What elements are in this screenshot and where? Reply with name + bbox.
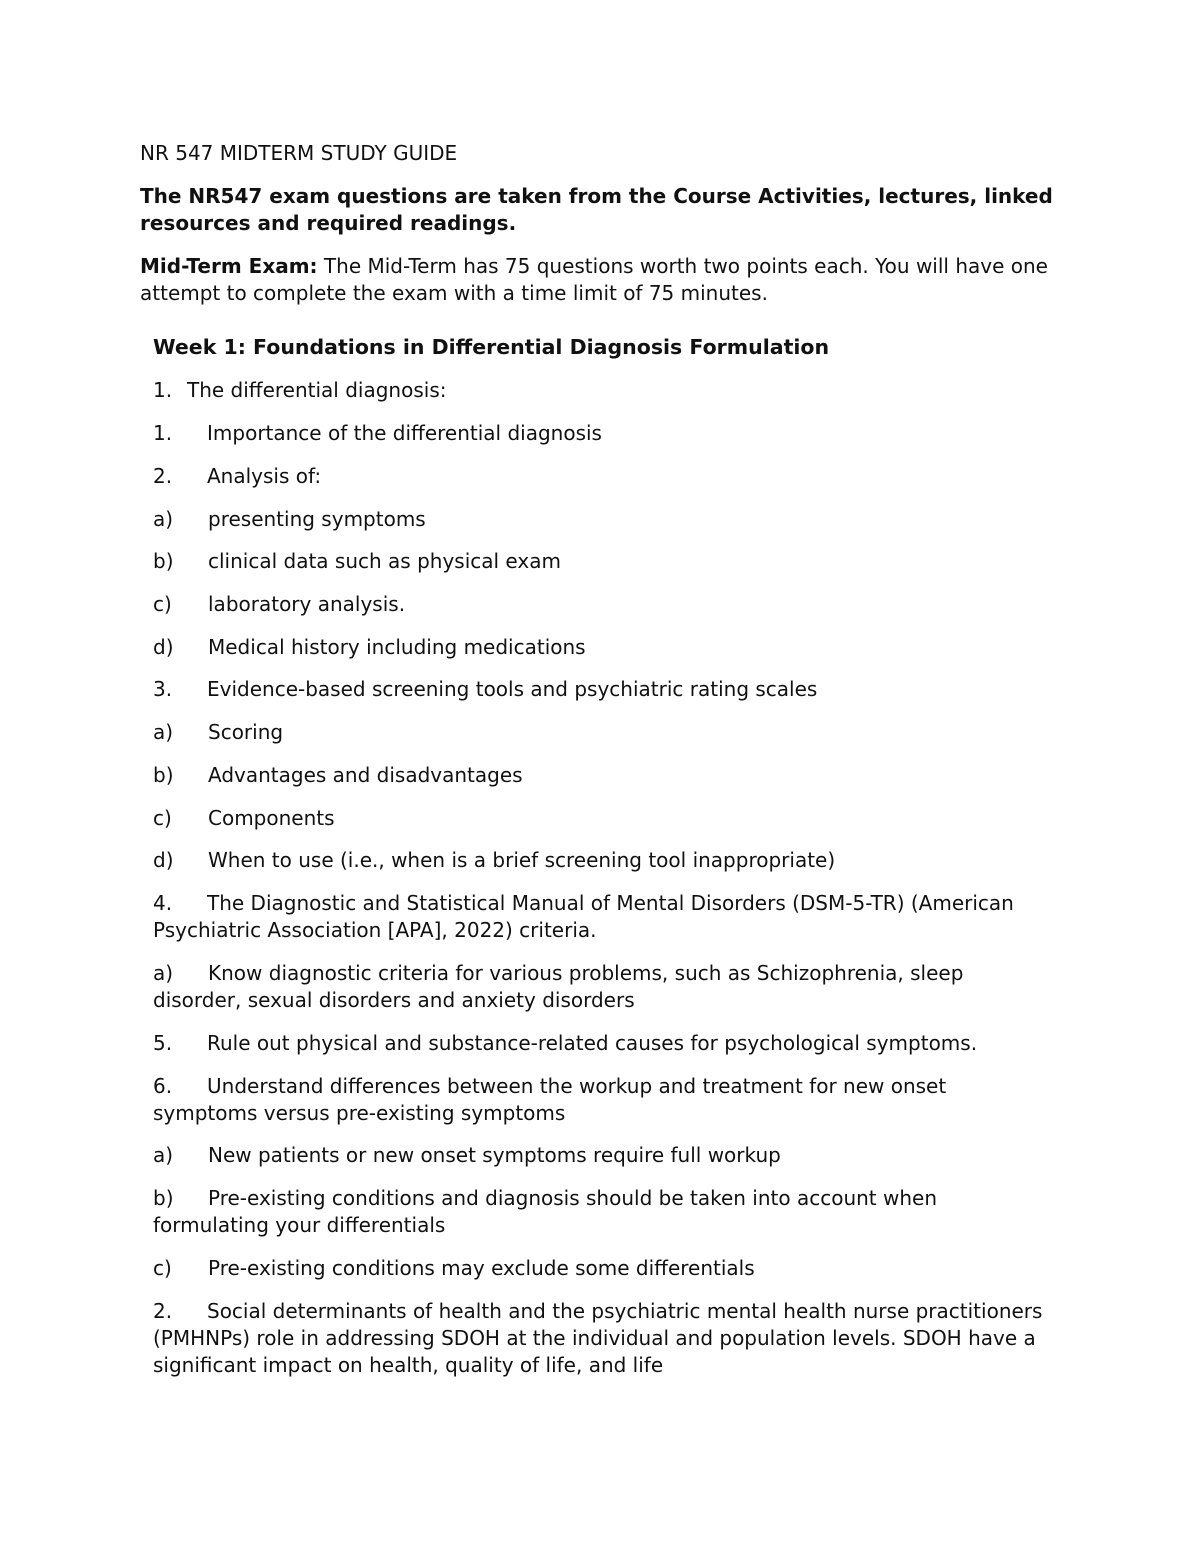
list-marker: a) — [153, 1143, 174, 1167]
list-text: Understand differences between the workup and treatment for new onset symptoms versus pre-existing symptoms — [153, 1074, 947, 1125]
list-text: When to use (i.e., when is a brief screening tool inappropriate) — [208, 848, 836, 872]
list-text: Rule out physical and substance-related causes for psychological symptoms. — [207, 1031, 978, 1055]
list-marker: a) — [153, 961, 174, 985]
list-text: laboratory analysis. — [208, 592, 406, 616]
list-text: Social determinants of health and the psychiatric mental health nurse practitioners (PMHNPs) role in addressing SDOH at the individual and population levels. SDOH have a significant impact on health, quality of life, and life — [153, 1299, 1043, 1377]
list-item — [153, 506, 1053, 533]
list-marker: b) — [153, 1186, 174, 1210]
list-text: Pre-existing conditions may exclude some differentials — [208, 1256, 755, 1280]
list-marker: 3. — [153, 677, 173, 701]
list-marker: c) — [153, 806, 172, 830]
list-marker: a) — [153, 720, 174, 744]
list-text: The differential diagnosis: — [187, 378, 447, 402]
list-item — [153, 420, 1053, 447]
list-text: Evidence-based screening tools and psychiatric rating scales — [207, 677, 818, 701]
list-item — [153, 890, 1053, 944]
list-text: Pre-existing conditions and diagnosis should be taken into account when formulating your differentials — [153, 1186, 938, 1237]
list-text: Analysis of: — [207, 464, 322, 488]
list-item — [153, 1030, 1053, 1057]
list-text: presenting symptoms — [208, 507, 426, 531]
list-item — [153, 634, 1053, 661]
exam-paragraph — [140, 253, 1060, 307]
list-item — [153, 762, 1053, 789]
exam-label: Mid-Term Exam: — [140, 254, 318, 278]
list-marker: c) — [153, 592, 172, 616]
list-marker: d) — [153, 635, 174, 659]
list-item — [153, 805, 1053, 832]
list-marker: a) — [153, 507, 174, 531]
list-marker: c) — [153, 1256, 172, 1280]
list-marker: d) — [153, 848, 174, 872]
list-marker: 5. — [153, 1031, 173, 1055]
list-text: The Diagnostic and Statistical Manual of Mental Disorders (DSM-5-TR) (American Psychiatric Association [APA], 2022) criteria. — [153, 891, 1014, 942]
list-item — [153, 676, 1053, 703]
list-marker: 4. — [153, 891, 173, 915]
list-marker: 6. — [153, 1074, 173, 1098]
list-text: Components — [208, 806, 335, 830]
list-marker: b) — [153, 763, 174, 787]
list-text: Medical history including medications — [208, 635, 586, 659]
list-item — [153, 1185, 1053, 1239]
document-title: NR 547 MIDTERM STUDY GUIDE — [140, 141, 458, 165]
list-item — [153, 847, 1053, 874]
list-text: Scoring — [208, 720, 284, 744]
intro-paragraph: The NR547 exam questions are taken from the Course Activities, lectures, linked resources and required readings. — [140, 184, 1053, 235]
list-item — [153, 1142, 1053, 1169]
list-item — [153, 463, 1053, 490]
list-marker: 2. — [153, 1299, 173, 1323]
list-marker: 2. — [153, 464, 173, 488]
list-item — [153, 548, 1053, 575]
list-text: Importance of the differential diagnosis — [207, 421, 602, 445]
list-text: Know diagnostic criteria for various problems, such as Schizophrenia, sleep disorder, sexual disorders and anxiety disorders — [153, 961, 964, 1012]
list-marker: 1. — [153, 421, 173, 445]
list-marker: b) — [153, 549, 174, 573]
exam-text: The Mid-Term has 75 questions worth two points each. You will have one attempt to complete the exam with a time limit of 75 minutes. — [140, 254, 1048, 305]
list-item — [153, 719, 1053, 746]
list-marker: 1. — [153, 378, 173, 402]
list-text: clinical data such as physical exam — [208, 549, 561, 573]
list-item — [153, 591, 1053, 618]
list-item — [153, 1073, 1053, 1127]
list-text: New patients or new onset symptoms require full workup — [208, 1143, 781, 1167]
list-item — [153, 377, 1053, 404]
list-text: Advantages and disadvantages — [208, 763, 523, 787]
list-item — [153, 960, 1053, 1014]
list-item — [153, 1255, 1053, 1282]
list-item — [153, 1298, 1053, 1379]
week-heading: Week 1: Foundations in Differential Diagnosis Formulation — [153, 335, 830, 359]
